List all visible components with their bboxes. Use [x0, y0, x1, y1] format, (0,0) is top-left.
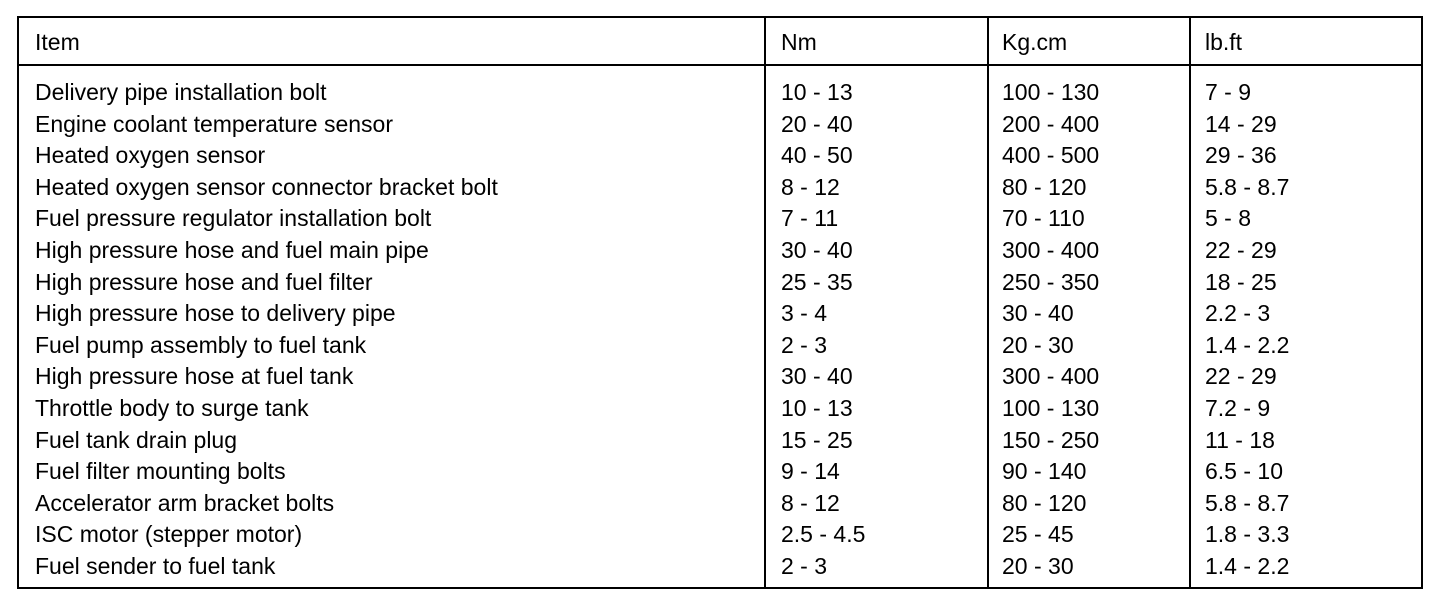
- table-row: [19, 519, 1421, 551]
- cell-lbft: 14 - 29: [1205, 110, 1277, 137]
- cell-lbft: 5.8 - 8.7: [1205, 173, 1290, 200]
- header-nm: Nm: [781, 29, 817, 55]
- header-item: Item: [35, 29, 80, 55]
- cell-nm: 10 - 13: [781, 394, 853, 421]
- table-row: [19, 140, 1421, 172]
- cell-kgcm: 400 - 500: [1002, 142, 1100, 169]
- cell-nm: 20 - 40: [781, 110, 853, 137]
- cell-kgcm: 90 - 140: [1002, 458, 1087, 485]
- cell-lbft: 22 - 29: [1205, 363, 1277, 390]
- table-header-row: [19, 18, 1421, 66]
- cell-kgcm: 100 - 130: [1002, 394, 1100, 421]
- cell-nm: 30 - 40: [781, 363, 853, 390]
- cell-kgcm: 300 - 400: [1002, 236, 1100, 263]
- table-row: [19, 393, 1421, 425]
- cell-kgcm: 20 - 30: [1002, 552, 1074, 579]
- cell-item: Fuel pump assembly to fuel tank: [35, 331, 367, 358]
- cell-lbft: 29 - 36: [1205, 142, 1277, 169]
- cell-nm: 25 - 35: [781, 268, 853, 295]
- cell-nm: 8 - 12: [781, 489, 840, 516]
- cell-nm: 15 - 25: [781, 426, 853, 453]
- cell-item: Fuel pressure regulator installation bolt: [35, 205, 432, 232]
- cell-lbft: 22 - 29: [1205, 236, 1277, 263]
- cell-kgcm: 25 - 45: [1002, 521, 1074, 548]
- cell-item: High pressure hose and fuel filter: [35, 268, 373, 295]
- cell-item: Engine coolant temperature sensor: [35, 110, 393, 137]
- table-row: [19, 361, 1421, 393]
- cell-kgcm: 20 - 30: [1002, 331, 1074, 358]
- table-row: [19, 330, 1421, 362]
- table-row: [19, 456, 1421, 488]
- cell-item: High pressure hose at fuel tank: [35, 363, 354, 390]
- cell-item: Fuel filter mounting bolts: [35, 458, 286, 485]
- cell-kgcm: 70 - 110: [1002, 205, 1085, 232]
- cell-nm: 2.5 - 4.5: [781, 521, 866, 548]
- cell-item: High pressure hose to delivery pipe: [35, 300, 396, 327]
- table-row: [19, 551, 1421, 583]
- cell-item: ISC motor (stepper motor): [35, 521, 303, 548]
- table-body: [19, 77, 1421, 583]
- cell-nm: 2 - 3: [781, 331, 828, 358]
- cell-lbft: 7 - 9: [1205, 79, 1252, 105]
- table-row: [19, 235, 1421, 267]
- cell-lbft: 5.8 - 8.7: [1205, 489, 1290, 516]
- torque-spec-table: [17, 16, 1423, 589]
- cell-kgcm: 250 - 350: [1002, 268, 1100, 295]
- cell-kgcm: 80 - 120: [1002, 489, 1087, 516]
- table-row: [19, 425, 1421, 457]
- cell-item: Heated oxygen sensor connector bracket bolt: [35, 173, 498, 200]
- cell-lbft: 5 - 8: [1205, 205, 1252, 232]
- cell-item: Throttle body to surge tank: [35, 394, 309, 421]
- table-row: [19, 77, 1421, 109]
- cell-item: Accelerator arm bracket bolts: [35, 489, 335, 516]
- cell-nm: 2 - 3: [781, 552, 828, 579]
- cell-kgcm: 150 - 250: [1002, 426, 1100, 453]
- table-row: [19, 203, 1421, 235]
- cell-kgcm: 300 - 400: [1002, 363, 1100, 390]
- cell-lbft: 2.2 - 3: [1205, 300, 1271, 327]
- cell-lbft: 1.4 - 2.2: [1205, 552, 1290, 579]
- header-lbft: lb.ft: [1205, 29, 1243, 55]
- cell-lbft: 11 - 18: [1205, 426, 1275, 453]
- table-row: [19, 298, 1421, 330]
- cell-kgcm: 80 - 120: [1002, 173, 1087, 200]
- cell-item: Delivery pipe installation bolt: [35, 79, 327, 105]
- cell-lbft: 6.5 - 10: [1205, 458, 1283, 485]
- cell-nm: 8 - 12: [781, 173, 840, 200]
- header-kgcm: Kg.cm: [1002, 29, 1068, 55]
- cell-lbft: 1.4 - 2.2: [1205, 331, 1290, 358]
- cell-lbft: 1.8 - 3.3: [1205, 521, 1290, 548]
- cell-item: High pressure hose and fuel main pipe: [35, 236, 429, 263]
- table-row: [19, 488, 1421, 520]
- cell-item: Fuel sender to fuel tank: [35, 552, 276, 579]
- cell-nm: 10 - 13: [781, 79, 853, 105]
- cell-nm: 9 - 14: [781, 458, 840, 485]
- table-row: [19, 172, 1421, 204]
- cell-item: Heated oxygen sensor: [35, 142, 266, 169]
- cell-lbft: 7.2 - 9: [1205, 394, 1271, 421]
- cell-nm: 7 - 11: [781, 205, 839, 232]
- cell-kgcm: 100 - 130: [1002, 79, 1100, 105]
- cell-nm: 3 - 4: [781, 300, 828, 327]
- cell-kgcm: 200 - 400: [1002, 110, 1100, 137]
- cell-lbft: 18 - 25: [1205, 268, 1277, 295]
- cell-nm: 30 - 40: [781, 236, 853, 263]
- cell-nm: 40 - 50: [781, 142, 853, 169]
- cell-item: Fuel tank drain plug: [35, 426, 238, 453]
- cell-kgcm: 30 - 40: [1002, 300, 1074, 327]
- table-row: [19, 109, 1421, 141]
- table-row: [19, 267, 1421, 299]
